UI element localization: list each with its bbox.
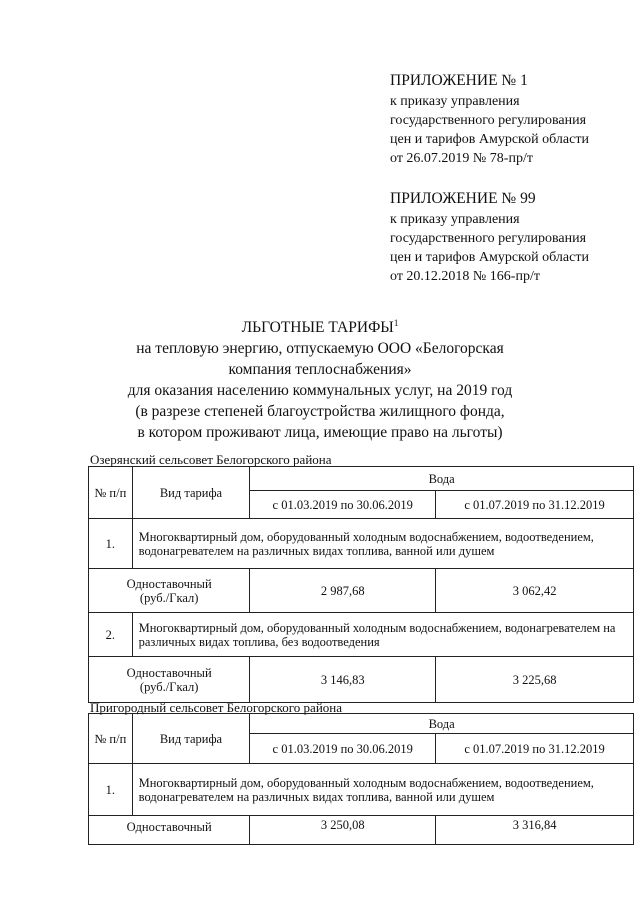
tariff-value: 3 062,42 [436,569,634,613]
tariff-value: 3 250,08 [250,816,436,845]
document-title [90,313,550,338]
appendix-1-line: цен и тарифов Амурской области [390,132,589,147]
row-description: Многоквартирный дом, оборудованный холодным водоснабжением, водоотведением, водонагревателем на различных видах топлива, ванной или душем [132,519,633,569]
row-description: Многоквартирный дом, оборудованный холодным водоснабжением, водоотведением, водонагревателем на различных видах топлива, ванной или душем [132,764,633,816]
heading-line: для оказания населению коммунальных услуг, на 2019 год [127,382,513,400]
col-period-2-header: с 01.07.2019 по 31.12.2019 [436,491,634,519]
document-heading [90,313,550,443]
tariff-value: 3 146,83 [250,657,436,703]
col-group-header: Вода [250,714,634,734]
heading-line: (в разрезе степеней благоустройства жилищного фонда, [135,403,505,421]
row-number: 2. [89,613,133,657]
tariff-unit: (руб./Гкал) [139,590,199,605]
row-number: 1. [89,764,133,816]
col-group-header: Вода [250,467,634,491]
table-row [89,816,634,845]
document-title-text: ЛЬГОТНЫЕ ТАРИФЫ [241,319,394,337]
tariff-type-cell [89,657,250,703]
appendix-1-line: к приказу управления [390,94,520,109]
appendix-99-line: от 20.12.2018 № 166-пр/т [390,269,540,284]
appendix-99-line: государственного регулирования [390,231,587,246]
table-row [89,657,634,703]
col-type-header: Вид тарифа [132,467,250,519]
tariff-type-cell [89,816,250,845]
row-number: 1. [89,519,133,569]
tariff-value: 2 987,68 [250,569,436,613]
table-header-row [89,714,634,734]
appendix-99-title: ПРИЛОЖЕНИЕ № 99 [390,190,536,207]
footnote-mark: 1 [393,318,399,328]
table-row [89,519,634,569]
heading-line: на тепловую энергию, отпускаемую ООО «Белогорская [136,340,504,358]
district-2-name: Пригородный сельсовет Белогорского района [90,700,343,715]
tariff-label: Одноставочный [126,576,212,591]
col-num-header: № п/п [89,467,133,519]
tariff-unit: (руб./Гкал) [139,679,199,694]
appendix-99-line: цен и тарифов Амурской области [390,250,589,265]
tariff-type-cell [89,569,250,613]
table-header-row [89,467,634,491]
col-num-header: № п/п [89,714,133,764]
table-row [89,613,634,657]
tariff-table-district-2 [88,713,634,845]
col-period-1-header: с 01.03.2019 по 30.06.2019 [250,734,436,764]
appendix-1-block [390,70,630,168]
district-1-name: Озерянский сельсовет Белогорского района [90,452,332,467]
heading-line: в котором проживают лица, имеющие право на льготы) [137,424,503,442]
appendix-1-title: ПРИЛОЖЕНИЕ № 1 [390,72,528,89]
table-row [89,764,634,816]
tariff-label: Одноставочный [126,665,212,680]
tariff-table-district-1 [88,466,634,703]
col-period-2-header: с 01.07.2019 по 31.12.2019 [436,734,634,764]
heading-line: компания теплоснабжения» [228,361,412,379]
appendix-99-line: к приказу управления [390,212,520,227]
col-type-header: Вид тарифа [132,714,250,764]
table-row [89,569,634,613]
appendix-1-line: государственного регулирования [390,113,587,128]
row-description: Многоквартирный дом, оборудованный холодным водоснабжением, водонагревателем на различных видах топлива, без водоотведения [132,613,633,657]
col-period-1-header: с 01.03.2019 по 30.06.2019 [250,491,436,519]
appendix-99-block [390,188,630,286]
tariff-value: 3 225,68 [436,657,634,703]
appendix-1-line: от 26.07.2019 № 78-пр/т [390,151,533,166]
tariff-value: 3 316,84 [436,816,634,845]
tariff-label: Одноставочный [126,820,212,834]
